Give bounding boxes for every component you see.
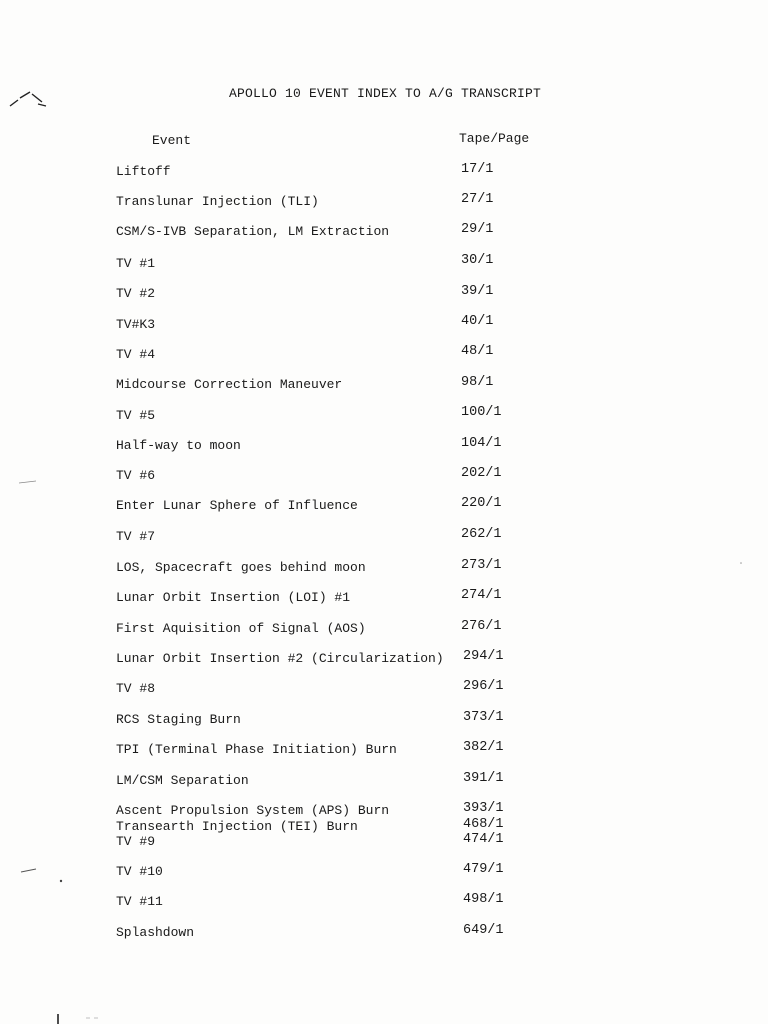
tape-page: 262/1 [461,527,502,542]
event-name: LM/CSM Separation [116,773,249,788]
tape-page: 373/1 [463,710,504,725]
event-name: TPI (Terminal Phase Initiation) Burn [116,742,397,757]
tape-page: 30/1 [461,253,494,268]
tape-page: 474/1 [463,832,504,847]
tape-page: 48/1 [461,344,494,359]
event-name: TV#K3 [116,317,156,332]
tape-page: 468/1 [463,817,504,832]
event-name: CSM/S-IVB Separation, LM Extraction [116,224,390,239]
event-name: TV #10 [116,864,163,879]
tape-page: 104/1 [461,436,502,451]
scan-mark-left [18,478,38,486]
event-name: RCS Staging Burn [116,712,241,727]
tape-page: 498/1 [463,892,504,907]
event-name: TV #5 [116,408,156,423]
scan-mark-top-left [8,88,48,110]
event-name: Lunar Orbit Insertion #2 (Circularization) [116,651,444,666]
tape-page: 220/1 [461,496,502,511]
tape-page: 100/1 [461,405,502,420]
event-name: Splashdown [116,925,195,940]
event-name: LOS, Spacecraft goes behind moon [116,560,366,575]
event-name: TV #2 [116,286,156,301]
tape-page: 29/1 [461,222,494,237]
tape-page: 98/1 [461,375,494,390]
scan-mark-bottom [56,1012,106,1024]
event-name: Half-way to moon [116,438,241,453]
event-name: TV #6 [116,468,156,483]
tape-page: 39/1 [461,284,494,299]
tape-page: 479/1 [463,862,504,877]
tape-page: 391/1 [463,771,504,786]
event-name: Transearth Injection (TEI) Burn [116,819,358,834]
tape-page: 27/1 [461,192,494,207]
event-name: TV #7 [116,529,156,544]
event-name: TV #4 [116,347,156,362]
event-name: TV #9 [116,834,156,849]
tape-page: 294/1 [463,649,504,664]
event-name: Ascent Propulsion System (APS) Burn [116,803,390,818]
event-name: Enter Lunar Sphere of Influence [116,498,358,513]
scan-mark-left-lower [20,864,66,886]
tape-page: 274/1 [461,588,502,603]
tape-page: 649/1 [463,923,504,938]
tape-page: 40/1 [461,314,494,329]
tape-page: 276/1 [461,619,502,634]
event-name: TV #1 [116,256,156,271]
event-name: TV #11 [116,894,163,909]
event-name: Liftoff [116,164,171,179]
column-header-event: Event [152,133,192,148]
event-name: Midcourse Correction Maneuver [116,377,343,392]
event-name: Translunar Injection (TLI) [116,194,319,209]
tape-page: 382/1 [463,740,504,755]
tape-page: 296/1 [463,679,504,694]
tape-page: 202/1 [461,466,502,481]
tape-page: 273/1 [461,558,502,573]
event-name: TV #8 [116,681,156,696]
tape-page: 17/1 [461,162,494,177]
event-name: First Aquisition of Signal (AOS) [116,621,366,636]
column-header-tape-page: Tape/Page [459,131,530,146]
event-name: Lunar Orbit Insertion (LOI) #1 [116,590,351,605]
page-title: APOLLO 10 EVENT INDEX TO A/G TRANSCRIPT [229,86,542,101]
scan-dot-right [738,560,744,566]
tape-page: 393/1 [463,801,504,816]
